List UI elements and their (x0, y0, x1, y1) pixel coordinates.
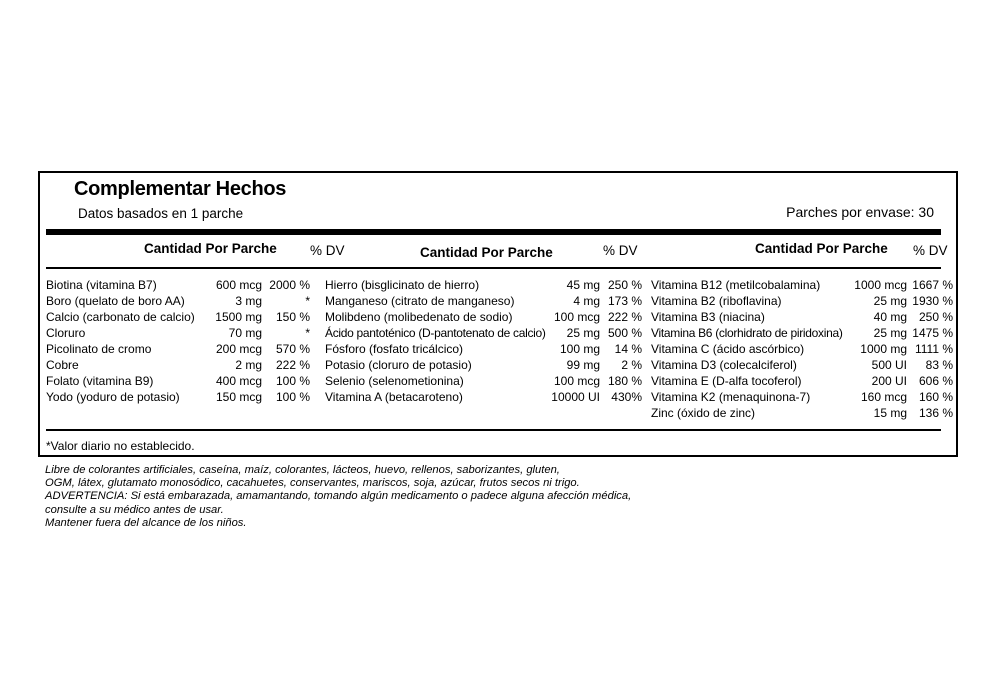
nutrient-row (46, 389, 310, 405)
nutrient-dv: 222 % (607, 310, 642, 324)
bottom-divider (46, 429, 941, 431)
nutrient-name: Yodo (yoduro de potasio) (46, 390, 180, 404)
nutrient-name: Biotina (vitamina B7) (46, 278, 157, 292)
nutrient-amount: 10000 UI (551, 390, 600, 404)
nutrient-row (651, 373, 953, 389)
nutrient-dv: * (305, 294, 310, 308)
nutrient-dv: 500 % (607, 326, 642, 340)
nutrient-amount: 600 mcg (215, 278, 262, 292)
nutrient-amount: 3 mg (235, 294, 262, 308)
nutrient-dv: 430% (611, 390, 642, 404)
disclaimer-line: OGM, látex, glutamato monosódico, cacahuetes, conservantes, mariscos, soja, azúcar, frutos secos ni trigo. (45, 477, 580, 490)
nutrient-name: Potasio (cloruro de potasio) (325, 358, 472, 372)
nutrient-row (325, 373, 642, 389)
nutrient-column-2 (325, 277, 642, 405)
nutrient-dv: 250 % (918, 310, 953, 324)
nutrient-amount: 45 mg (566, 278, 600, 292)
nutrient-dv: 250 % (607, 278, 642, 292)
thick-divider (46, 229, 941, 235)
nutrient-amount: 25 mg (873, 294, 907, 308)
nutrient-dv: 83 % (925, 358, 953, 372)
col3-amount-header: Cantidad Por Parche (755, 241, 888, 256)
nutrient-amount: 25 mg (873, 326, 907, 340)
nutrient-row (46, 325, 310, 341)
nutrient-amount: 4 mg (573, 294, 600, 308)
nutrient-dv: 100 % (275, 374, 310, 388)
disclaimer-line: Mantener fuera del alcance de los niños. (45, 516, 247, 529)
nutrient-amount: 1000 mg (860, 342, 907, 356)
nutrient-dv: 1475 % (912, 326, 953, 340)
nutrient-amount: 200 UI (871, 374, 907, 388)
panel-title: Complementar Hechos (74, 178, 287, 200)
nutrient-amount: 400 mcg (215, 374, 262, 388)
nutrient-row (325, 309, 642, 325)
nutrient-dv: 150 % (275, 310, 310, 324)
disclaimer-line: consulte a su médico antes de usar. (45, 503, 224, 516)
nutrient-name: Cobre (46, 358, 79, 372)
nutrient-row (651, 405, 953, 421)
nutrient-name: Molibdeno (molibedenato de sodio) (325, 310, 513, 324)
nutrient-name: Selenio (selenometionina) (325, 374, 464, 388)
nutrient-name: Cloruro (46, 326, 86, 340)
nutrient-amount: 70 mg (228, 326, 262, 340)
nutrient-row (651, 277, 953, 293)
nutrient-name: Ácido pantoténico (D-pantotenato de calcio) (325, 326, 546, 340)
nutrient-name: Boro (quelato de boro AA) (46, 294, 185, 308)
nutrient-row (325, 293, 642, 309)
thin-divider (46, 267, 941, 269)
nutrient-row (651, 389, 953, 405)
nutrient-name: Manganeso (citrato de manganeso) (325, 294, 515, 308)
nutrient-amount: 150 mcg (215, 390, 262, 404)
nutrient-name: Vitamina A (betacaroteno) (325, 390, 463, 404)
nutrient-dv: 2000 % (269, 278, 310, 292)
disclaimer-line: ADVERTENCIA: Si está embarazada, amamantando, tomando algún medicamento o padece alguna afección médica, (45, 490, 632, 503)
nutrient-row (46, 309, 310, 325)
col3-dv-header: % DV (913, 243, 948, 258)
nutrient-column-1 (46, 277, 310, 405)
nutrient-dv: 1111 % (914, 342, 953, 356)
nutrient-name: Vitamina D3 (colecalciferol) (651, 358, 797, 372)
nutrient-dv: 1667 % (912, 278, 953, 292)
nutrient-row (325, 277, 642, 293)
nutrient-amount: 500 UI (871, 358, 907, 372)
nutrient-row (651, 357, 953, 373)
nutrient-row (651, 341, 953, 357)
nutrient-dv: 570 % (275, 342, 310, 356)
nutrient-name: Picolinato de cromo (46, 342, 152, 356)
nutrient-amount: 200 mcg (215, 342, 262, 356)
serving-basis: Datos basados en 1 parche (78, 206, 244, 221)
nutrient-dv: 136 % (918, 406, 953, 420)
nutrient-name: Vitamina C (ácido ascórbico) (651, 342, 805, 356)
nutrient-dv: 173 % (607, 294, 642, 308)
nutrient-amount: 2 mg (235, 358, 262, 372)
nutrient-name: Zinc (óxido de zinc) (651, 406, 756, 420)
col1-dv-header: % DV (310, 243, 345, 258)
nutrient-dv: 1930 % (912, 294, 953, 308)
nutrient-name: Vitamina B6 (clorhidrato de piridoxina) (651, 326, 843, 340)
nutrient-dv: 606 % (918, 374, 953, 388)
supplement-facts-panel (38, 171, 958, 457)
nutrient-name: Folato (vitamina B9) (46, 374, 154, 388)
nutrient-name: Fósforo (fosfato tricálcico) (325, 342, 464, 356)
nutrient-dv: 222 % (275, 358, 310, 372)
nutrient-amount: 15 mg (873, 406, 907, 420)
nutrient-row (46, 293, 310, 309)
nutrient-amount: 100 mcg (553, 374, 600, 388)
nutrient-dv: * (305, 326, 310, 340)
nutrient-row (325, 389, 642, 405)
nutrient-amount: 99 mg (566, 358, 600, 372)
nutrient-amount: 100 mcg (553, 310, 600, 324)
col1-amount-header: Cantidad Por Parche (144, 241, 277, 256)
nutrient-row (46, 373, 310, 389)
nutrient-amount: 100 mg (559, 342, 600, 356)
nutrient-name: Vitamina B2 (riboflavina) (651, 294, 782, 308)
nutrient-name: Hierro (bisglicinato de hierro) (325, 278, 480, 292)
nutrient-row (325, 341, 642, 357)
nutrient-column-3 (651, 277, 953, 421)
nutrient-row (46, 341, 310, 357)
footnote: *Valor diario no establecido. (46, 439, 195, 453)
nutrient-dv: 14 % (614, 342, 642, 356)
nutrient-row (46, 277, 310, 293)
nutrient-row (651, 325, 953, 341)
nutrient-dv: 160 % (918, 390, 953, 404)
nutrient-amount: 25 mg (566, 326, 600, 340)
disclaimer-line: Libre de colorantes artificiales, caseína, maíz, colorantes, lácteos, huevo, rellenos, saborizantes, gluten, (45, 464, 560, 476)
nutrient-amount: 160 mcg (860, 390, 907, 404)
servings-per-container: Parches por envase: 30 (786, 204, 934, 220)
nutrient-name: Vitamina B3 (niacina) (651, 310, 765, 324)
nutrient-row (651, 293, 953, 309)
nutrient-amount: 1000 mcg (854, 278, 907, 292)
nutrient-amount: 1500 mg (215, 310, 262, 324)
nutrient-amount: 40 mg (873, 310, 907, 324)
nutrient-dv: 2 % (621, 358, 642, 372)
col2-amount-header: Cantidad Por Parche (420, 245, 553, 260)
nutrient-name: Vitamina B12 (metilcobalamina) (651, 278, 821, 292)
nutrient-row (46, 357, 310, 373)
nutrient-row (325, 357, 642, 373)
nutrient-row (325, 325, 642, 341)
nutrient-name: Vitamina K2 (menaquinona-7) (651, 390, 811, 404)
disclaimer-text (45, 464, 631, 530)
nutrient-dv: 100 % (275, 390, 310, 404)
nutrient-dv: 180 % (607, 374, 642, 388)
nutrient-row (651, 309, 953, 325)
col2-dv-header: % DV (603, 243, 638, 258)
nutrient-name: Vitamina E (D-alfa tocoferol) (651, 374, 802, 388)
nutrient-name: Calcio (carbonato de calcio) (46, 310, 195, 324)
